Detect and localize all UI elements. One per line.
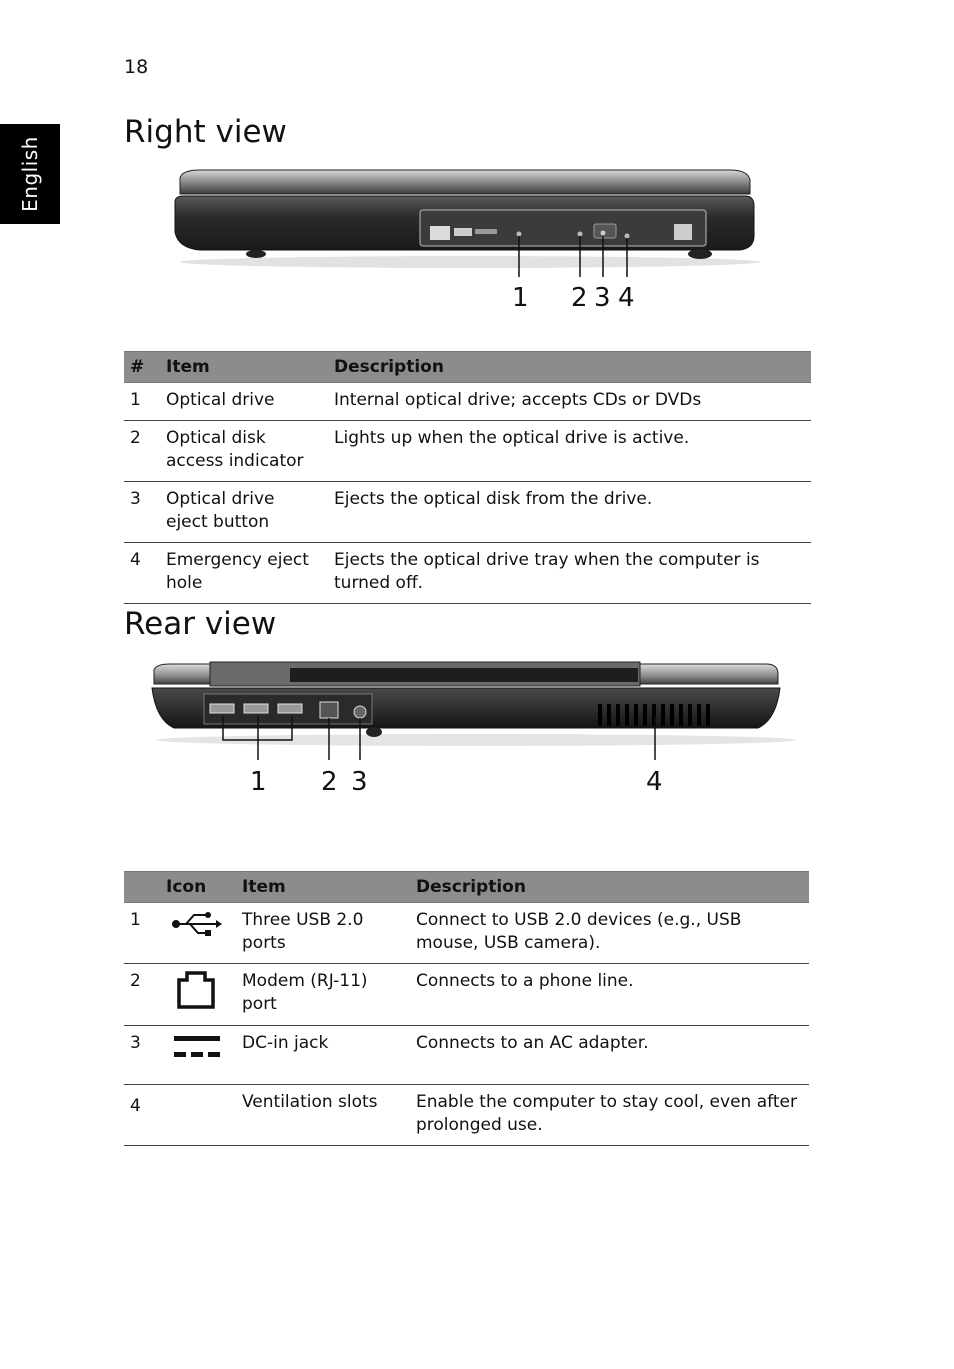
language-tab bbox=[0, 124, 60, 224]
row-description-line: prolonged use. bbox=[416, 1115, 543, 1135]
header-item: Item bbox=[160, 352, 328, 383]
row-description-line: Ejects the optical drive tray when the computer is bbox=[334, 550, 760, 570]
header-description: Description bbox=[410, 872, 809, 903]
row-num: 4 bbox=[124, 1085, 160, 1146]
table-row bbox=[124, 383, 811, 421]
table-row bbox=[124, 1085, 809, 1146]
table-row bbox=[124, 421, 811, 482]
row-icon-cell bbox=[160, 1085, 236, 1146]
row-description: Connects to a phone line. bbox=[410, 964, 809, 1026]
row-item-line: Modem (RJ-11) bbox=[242, 971, 368, 991]
table-row bbox=[124, 543, 811, 604]
table-header-row bbox=[124, 352, 811, 383]
row-icon-cell bbox=[160, 964, 236, 1026]
right-view-table bbox=[124, 351, 811, 604]
table-row bbox=[124, 1026, 809, 1085]
right-callout-1: 1 bbox=[512, 283, 529, 313]
row-num: 3 bbox=[124, 482, 160, 543]
row-item-line: eject button bbox=[166, 512, 270, 532]
row-item bbox=[160, 482, 328, 543]
right-callout-4: 4 bbox=[618, 283, 635, 313]
row-item-line: Emergency eject bbox=[166, 550, 309, 570]
header-description: Description bbox=[328, 352, 811, 383]
row-description: Ejects the optical disk from the drive. bbox=[328, 482, 811, 543]
row-num: 1 bbox=[124, 383, 160, 421]
row-item-line: hole bbox=[166, 573, 203, 593]
row-description: Lights up when the optical drive is active. bbox=[328, 421, 811, 482]
row-item-line: ports bbox=[242, 933, 286, 953]
table-row bbox=[124, 964, 809, 1026]
row-description-line: mouse, USB camera). bbox=[416, 933, 601, 953]
row-item bbox=[236, 903, 410, 964]
header-icon: Icon bbox=[160, 872, 236, 903]
row-description bbox=[410, 903, 809, 964]
table-row bbox=[124, 903, 809, 964]
table-row bbox=[124, 482, 811, 543]
row-item-line: Optical disk bbox=[166, 428, 266, 448]
rear-view-illustration bbox=[146, 656, 806, 804]
row-num: 3 bbox=[124, 1026, 160, 1085]
row-description bbox=[328, 543, 811, 604]
usb-icon bbox=[170, 909, 222, 939]
row-icon-cell bbox=[160, 1026, 236, 1085]
rear-callout-4: 4 bbox=[646, 767, 663, 797]
right-callout-3: 3 bbox=[594, 283, 611, 313]
row-description: Connects to an AC adapter. bbox=[410, 1026, 809, 1085]
row-description bbox=[410, 1085, 809, 1146]
row-item bbox=[160, 543, 328, 604]
row-num: 2 bbox=[124, 964, 160, 1026]
row-item bbox=[160, 421, 328, 482]
row-item: DC-in jack bbox=[236, 1026, 410, 1085]
header-num: # bbox=[124, 352, 160, 383]
language-tab-label: English bbox=[18, 136, 42, 212]
right-view-heading: Right view bbox=[124, 114, 287, 150]
row-description: Internal optical drive; accepts CDs or DVDs bbox=[328, 383, 811, 421]
row-item-line: access indicator bbox=[166, 451, 304, 471]
row-icon-cell bbox=[160, 903, 236, 964]
rear-callout-1: 1 bbox=[250, 767, 267, 797]
row-num: 2 bbox=[124, 421, 160, 482]
right-callout-2: 2 bbox=[571, 283, 588, 313]
rear-view-table bbox=[124, 871, 809, 1146]
header-num bbox=[124, 872, 160, 903]
modem-port-icon bbox=[176, 970, 216, 1010]
table-header-row bbox=[124, 872, 809, 903]
row-num: 1 bbox=[124, 903, 160, 964]
row-item-line: port bbox=[242, 994, 277, 1014]
rear-callout-2: 2 bbox=[321, 767, 338, 797]
dc-in-icon bbox=[174, 1032, 222, 1062]
header-item: Item bbox=[236, 872, 410, 903]
row-description-line: Connect to USB 2.0 devices (e.g., USB bbox=[416, 910, 742, 930]
row-item-line: Optical drive bbox=[166, 489, 275, 509]
row-item: Optical drive bbox=[160, 383, 328, 421]
rear-view-heading: Rear view bbox=[124, 606, 277, 642]
row-description-line: Enable the computer to stay cool, even after bbox=[416, 1092, 797, 1112]
row-num: 4 bbox=[124, 543, 160, 604]
row-description-line: turned off. bbox=[334, 573, 424, 593]
page-number: 18 bbox=[124, 56, 149, 78]
rear-callout-3: 3 bbox=[351, 767, 368, 797]
right-view-illustration bbox=[170, 166, 770, 316]
row-item bbox=[236, 964, 410, 1026]
row-item: Ventilation slots bbox=[236, 1085, 410, 1146]
row-item-line: Three USB 2.0 bbox=[242, 910, 364, 930]
